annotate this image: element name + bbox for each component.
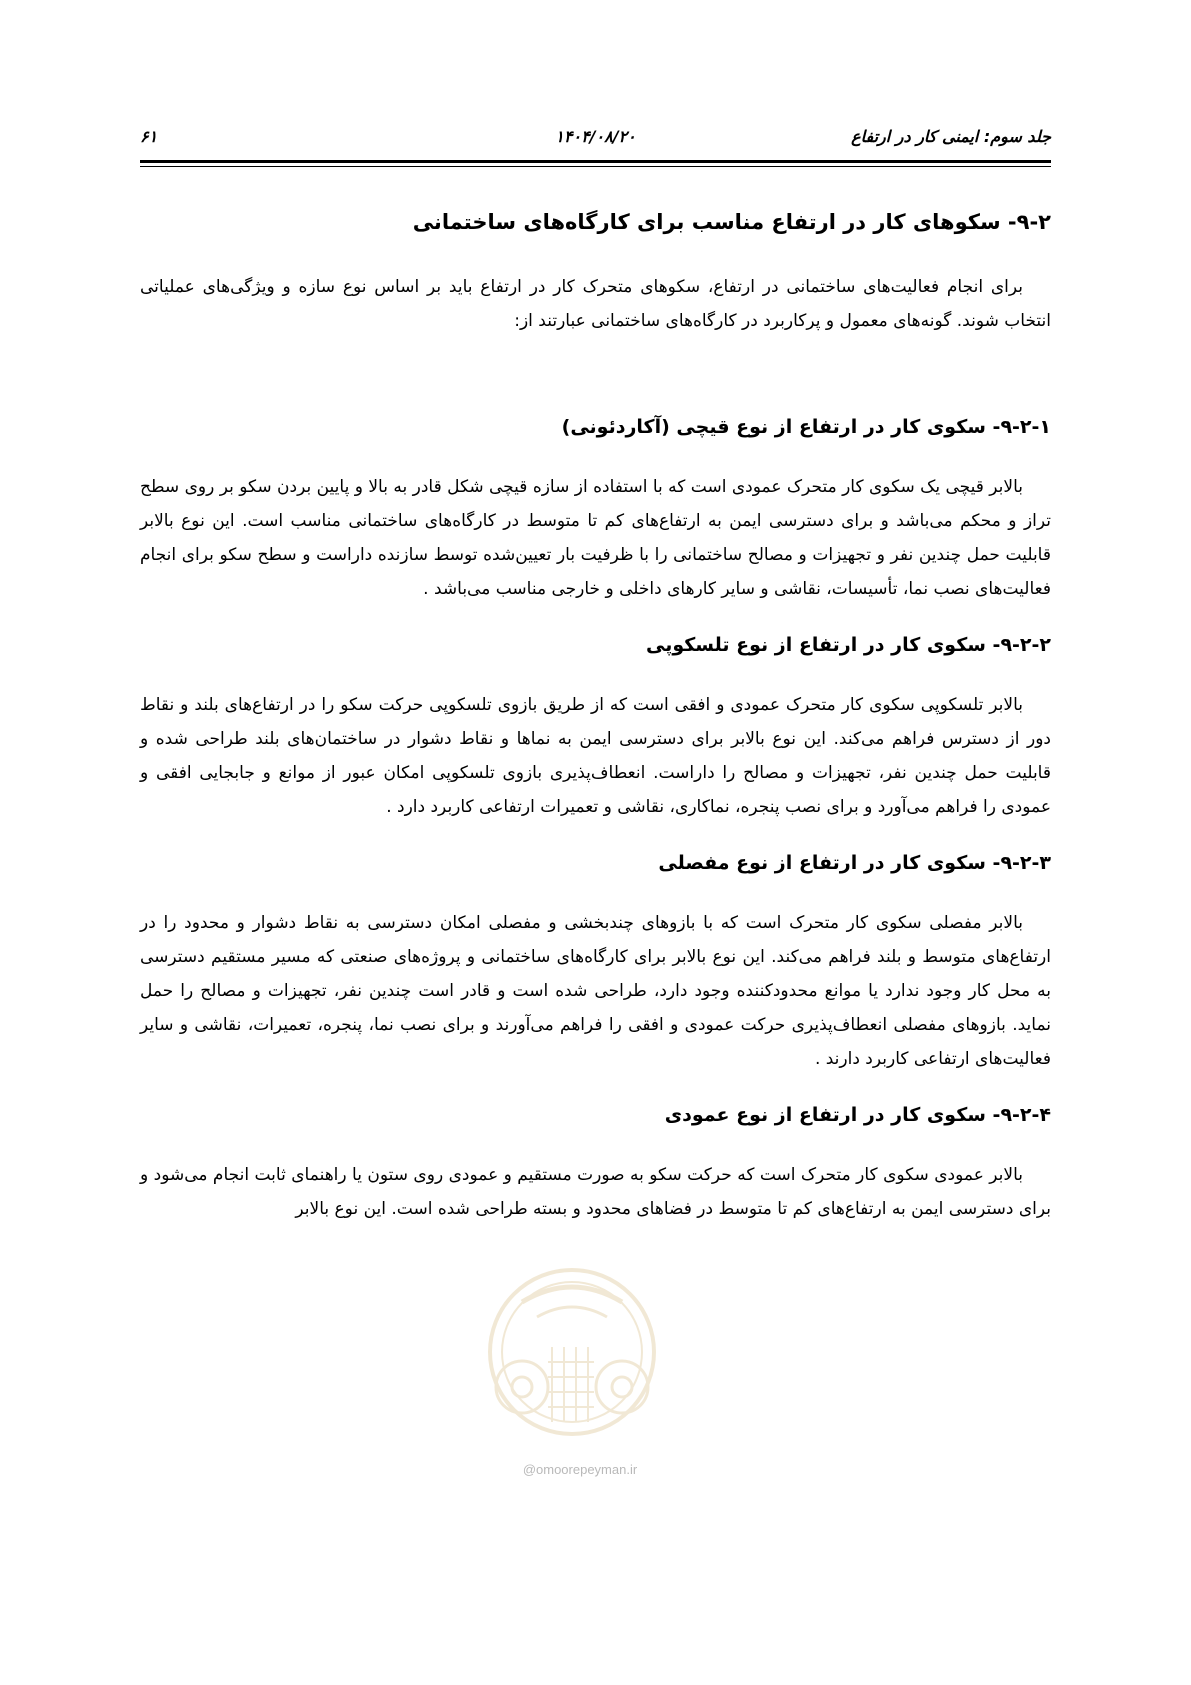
section-title: ۹-۲- سکوهای کار در ارتفاع مناسب برای کارگاه‌های ساختمانی bbox=[412, 210, 1051, 234]
subsection-text-vertical: بالابر عمودی سکوی کار متحرک است که حرکت سکو به صورت مستقیم و عمودی روی ستون یا راهنمای ثابت انجام می‌شود و برای دسترسی ایمن به ارتفاع‌های کم تا متوسط در فضاهای محدود و بسته طراحی شده است. این نوع بالابر bbox=[140, 1165, 1051, 1219]
spacer bbox=[140, 366, 1051, 416]
running-header bbox=[140, 127, 1051, 157]
subsection-text-telescopic: بالابر تلسکوپی سکوی کار متحرک عمودی و افقی است که از طریق بازوی تلسکوپی حرکت سکو را در ارتفاع‌های بلند و نقاط دور از دسترس فراهم می‌کند. این نوع بالابر برای دسترسی ایمن به نماها و نقاط دشوار در ساختمان‌های بلند طراحی شده و قابلیت حمل چندین نفر، تجهیزات و مصالح را داراست. انعطاف‌پذیری بازوی تلسکوپی امکان عبور از موانع و جابجایی افقی و عمودی را فراهم می‌آورد و برای نصب پنجره، نماکاری، نقاشی و تعمیرات ارتفاعی کاربرد دارد . bbox=[140, 695, 1051, 817]
subsection-title-telescopic: ۹-۲-۲- سکوی کار در ارتفاع از نوع تلسکوپی bbox=[645, 634, 1051, 656]
subsection-title-scissor: ۹-۲-۱- سکوی کار در ارتفاع از نوع قیچی (آکاردئونی) bbox=[561, 416, 1051, 438]
page-content bbox=[140, 210, 1051, 1254]
page-number: ۶۱ bbox=[140, 127, 158, 146]
watermark-logo-icon bbox=[452, 1262, 692, 1462]
header-book-title: جلد سوم: ایمنی کار در ارتفاع bbox=[851, 127, 1051, 146]
subsection-title-vertical: ۹-۲-۴- سکوی کار در ارتفاع از نوع عمودی bbox=[664, 1104, 1051, 1126]
header-rule-thick bbox=[140, 160, 1051, 163]
section-intro: برای انجام فعالیت‌های ساختمانی در ارتفاع، سکوهای متحرک کار در ارتفاع باید بر اساس نوع سازه و ویژگی‌های عملیاتی انتخاب شوند. گونه‌های معمول و پرکاربرد در کارگاه‌های ساختمانی عبارتند از: bbox=[140, 277, 1051, 331]
subsection-text-scissor: بالابر قیچی یک سکوی کار متحرک عمودی است که با استفاده از سازه قیچی شکل قادر به بالا و پایین بردن سکو بر روی سطح تراز و محکم می‌باشد و برای دسترسی ایمن به ارتفاع‌های کم تا متوسط در کارگاه‌های ساختمانی مناسب است. این نوع بالابر قابلیت حمل چندین نفر و تجهیزات و مصالح ساختمانی را با ظرفیت بار تعیین‌شده توسط سازنده داراست و سطح سکو برای انجام فعالیت‌های نصب نما، تأسیسات، نقاشی و سایر کارهای داخلی و خارجی مناسب می‌باشد . bbox=[140, 477, 1051, 599]
subsection-text-articulated: بالابر مفصلی سکوی کار متحرک است که با بازوهای چندبخشی و مفصلی امکان دسترسی به نقاط دشوار و محدود را در ارتفاع‌های متوسط و بلند فراهم می‌کند. این نوع بالابر برای کارگاه‌های ساختمانی و پروژه‌های صنعتی که مسیر مستقیم دسترسی به محل کار وجود ندارد یا موانع محدودکننده وجود دارد، طراحی شده است و قادر است چندین نفر، تجهیزات و مصالح را حمل نماید. بازوهای مفصلی انعطاف‌پذیری حرکت عمودی و افقی را فراهم می‌آورند و برای نصب نما، پنجره، تعمیرات، نقاشی و سایر فعالیت‌های ارتفاعی کاربرد دارند . bbox=[140, 913, 1051, 1069]
header-rule-thin bbox=[140, 166, 1051, 167]
subsection-title-articulated: ۹-۲-۳- سکوی کار در ارتفاع از نوع مفصلی bbox=[658, 852, 1051, 874]
watermark-url: @omoorepeyman.ir bbox=[522, 1462, 638, 1477]
header-date: ۱۴۰۴/۰۸/۲۰ bbox=[555, 127, 636, 146]
